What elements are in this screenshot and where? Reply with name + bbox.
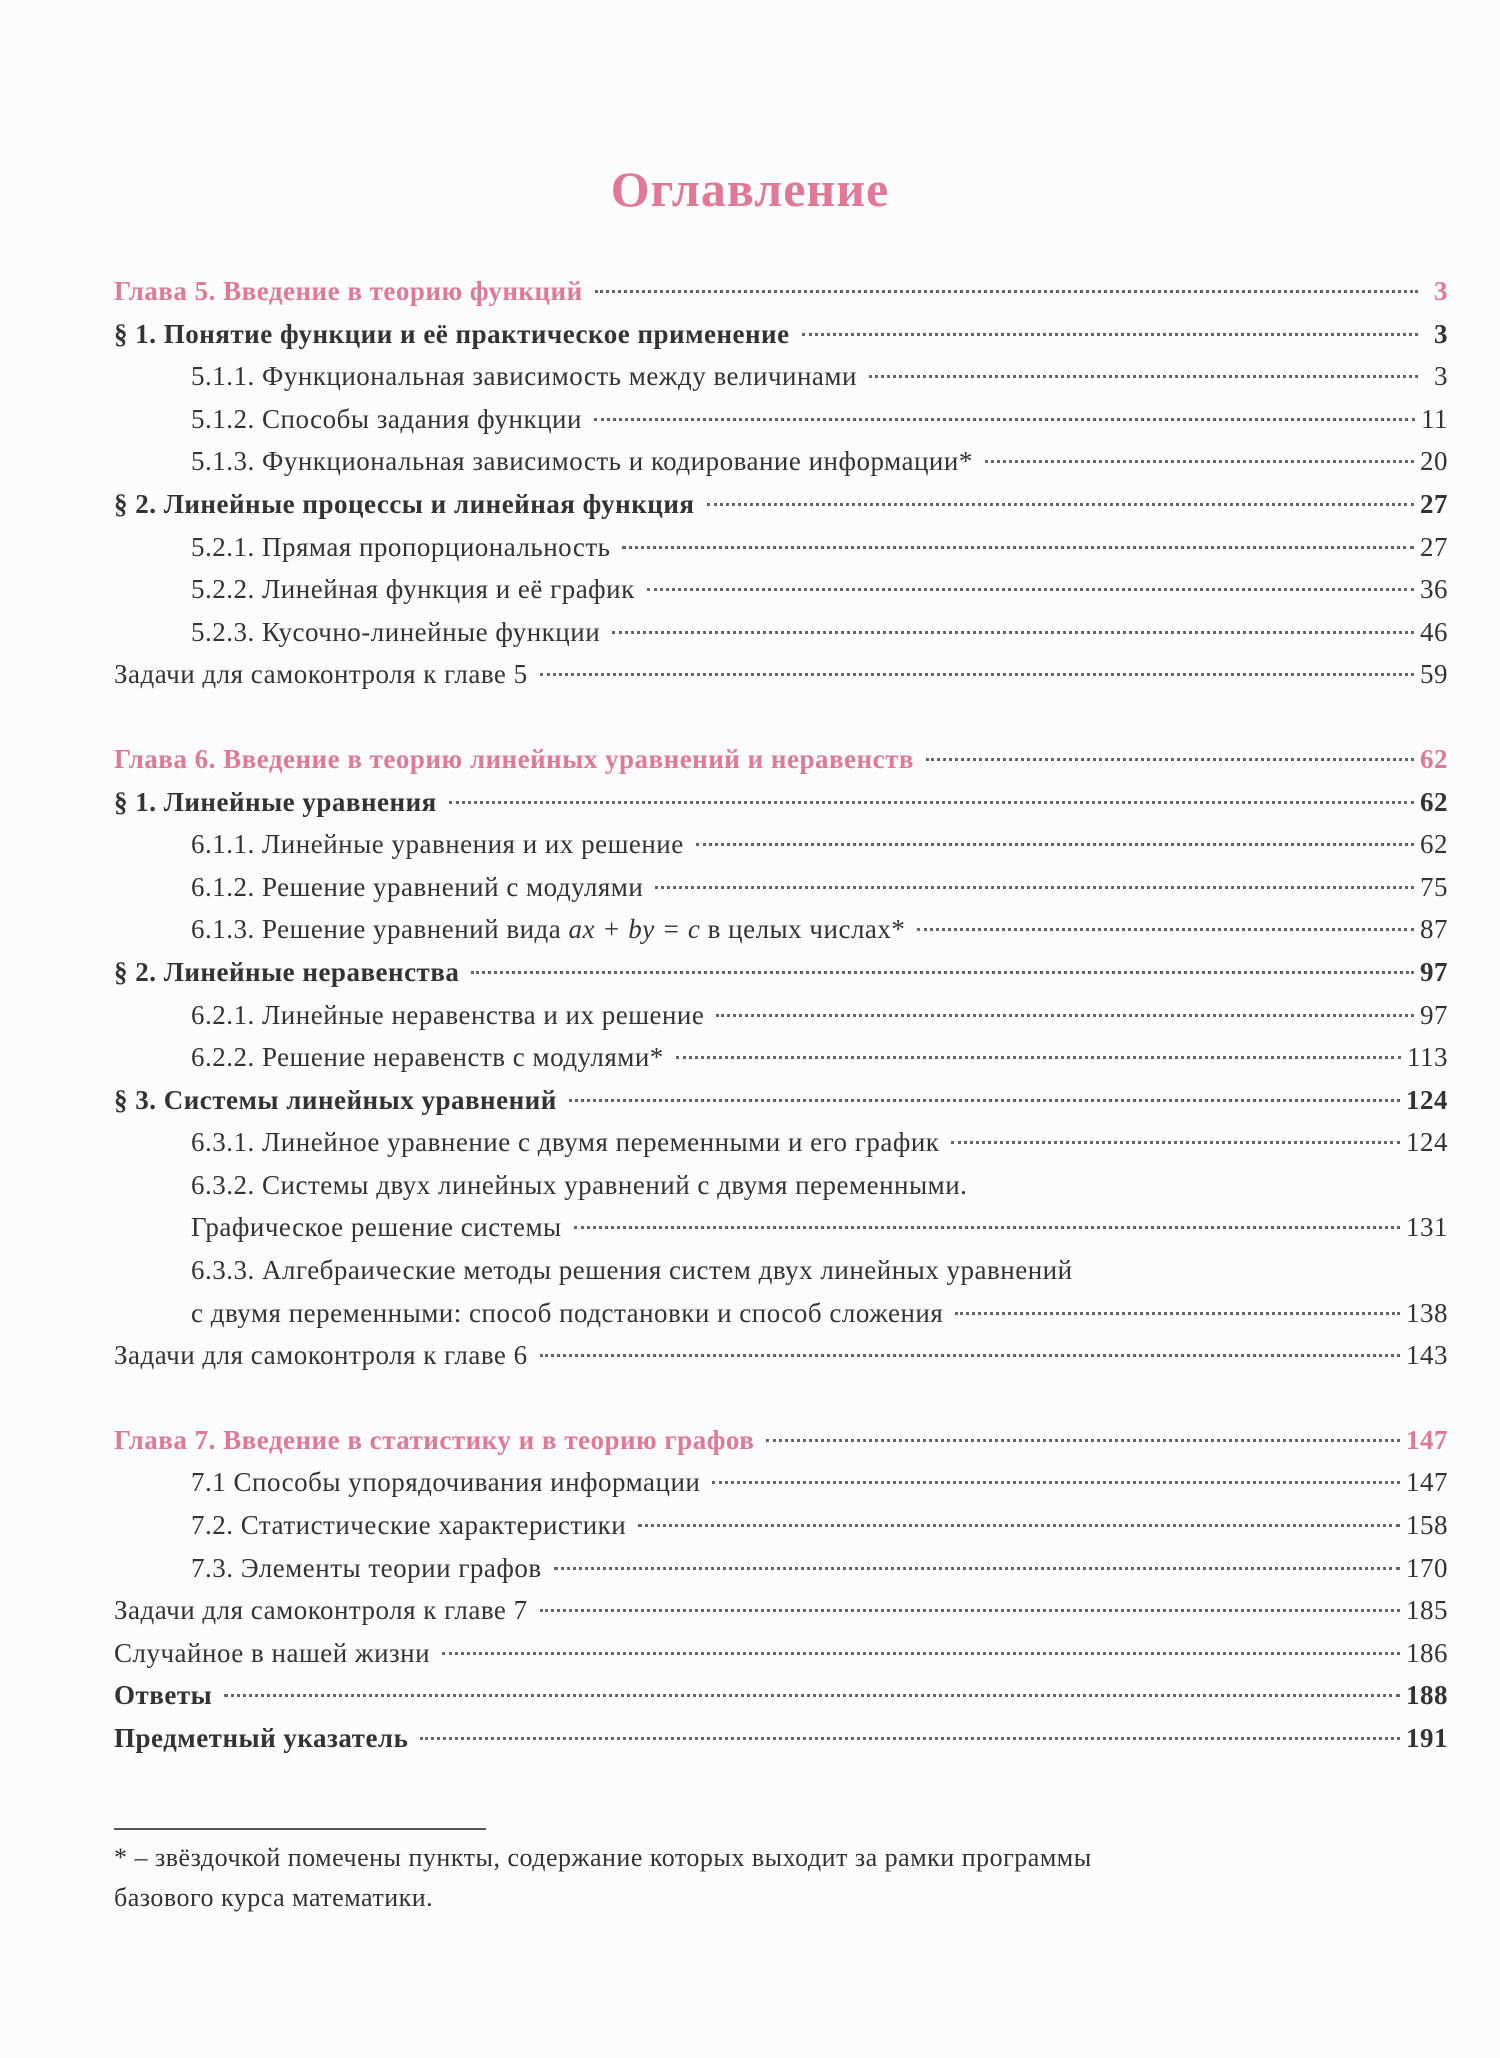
dot-leader bbox=[716, 1014, 1414, 1017]
toc-page-number: 185 bbox=[1406, 1595, 1448, 1626]
toc-section-6-1[interactable] bbox=[114, 781, 1448, 824]
toc-item-6-2-1[interactable] bbox=[114, 994, 1448, 1037]
toc-item-6-3-2-line2[interactable] bbox=[114, 1206, 1448, 1249]
toc-chapter-6[interactable] bbox=[114, 738, 1448, 781]
toc-page-number: 188 bbox=[1406, 1680, 1448, 1711]
dot-leader bbox=[554, 1567, 1400, 1570]
dot-leader bbox=[647, 588, 1414, 591]
toc-item-5-2-3[interactable] bbox=[114, 611, 1448, 654]
toc-item-5-2-1[interactable] bbox=[114, 526, 1448, 569]
toc-page-number: 143 bbox=[1406, 1340, 1448, 1371]
toc-label-post: в целых числах* bbox=[700, 914, 906, 945]
toc-page-number: 158 bbox=[1406, 1510, 1448, 1541]
toc-answers[interactable] bbox=[114, 1674, 1448, 1717]
toc-label: 5.1.3. Функциональная зависимость и кодирование информации* bbox=[191, 446, 973, 477]
toc-page-number: 11 bbox=[1421, 403, 1448, 434]
dot-leader bbox=[594, 418, 1415, 421]
dot-leader bbox=[802, 333, 1418, 336]
toc-item-6-3-3-line1[interactable] bbox=[114, 1249, 1448, 1292]
toc-item-7-2[interactable] bbox=[114, 1504, 1448, 1547]
toc-subject-index[interactable] bbox=[114, 1717, 1448, 1760]
toc-chapter-5[interactable] bbox=[114, 270, 1448, 313]
dot-leader bbox=[420, 1737, 1400, 1740]
dot-leader bbox=[224, 1694, 1400, 1697]
toc-page-number: 138 bbox=[1406, 1297, 1448, 1328]
toc-label: Случайное в нашей жизни bbox=[114, 1637, 431, 1668]
toc-page-number: 170 bbox=[1406, 1552, 1448, 1583]
dot-leader bbox=[638, 1524, 1400, 1527]
table-of-contents bbox=[114, 270, 1448, 1760]
toc-page-number: 62 bbox=[1420, 786, 1448, 817]
toc-label: Задачи для самоконтроля к главе 7 bbox=[114, 1595, 528, 1626]
toc-page-number: 62 bbox=[1420, 829, 1448, 860]
toc-item-5-1-3[interactable] bbox=[114, 440, 1448, 483]
toc-page-number: 124 bbox=[1406, 1127, 1448, 1158]
toc-page-number: 36 bbox=[1420, 574, 1448, 605]
dot-leader bbox=[712, 1481, 1400, 1484]
toc-page-number: 147 bbox=[1406, 1424, 1448, 1455]
toc-label-pre: 6.1.3. Решение уравнений вида bbox=[191, 914, 569, 945]
toc-item-6-1-2[interactable] bbox=[114, 866, 1448, 909]
toc-item-5-2-2[interactable] bbox=[114, 568, 1448, 611]
toc-label: 7.2. Статистические характеристики bbox=[191, 1510, 627, 1541]
dot-leader bbox=[569, 1099, 1400, 1102]
toc-label: 5.2.3. Кусочно-линейные функции bbox=[191, 616, 601, 647]
toc-page-number: 131 bbox=[1406, 1212, 1448, 1243]
toc-page-number: 59 bbox=[1420, 659, 1448, 690]
footnote-line: базового курса математики. bbox=[114, 1883, 434, 1912]
toc-item-6-3-2-line1[interactable] bbox=[114, 1164, 1448, 1207]
toc-page-number: 147 bbox=[1406, 1467, 1448, 1498]
dot-leader bbox=[917, 928, 1414, 931]
toc-label: Задачи для самоконтроля к главе 5 bbox=[114, 659, 528, 690]
toc-label: 6.1.1. Линейные уравнения и их решение bbox=[191, 829, 684, 860]
toc-label: Ответы bbox=[114, 1680, 213, 1711]
toc-tasks-chapter-6[interactable] bbox=[114, 1334, 1448, 1377]
toc-tasks-chapter-5[interactable] bbox=[114, 653, 1448, 696]
dot-leader bbox=[595, 290, 1418, 293]
dot-leader bbox=[707, 503, 1415, 506]
dot-leader bbox=[612, 631, 1414, 634]
toc-label: 5.2.1. Прямая пропорциональность bbox=[191, 531, 611, 562]
toc-label: 6.3.2. Системы двух линейных уравнений с двумя переменными. bbox=[191, 1169, 968, 1200]
dot-leader bbox=[449, 801, 1414, 804]
toc-page-number: 3 bbox=[1434, 361, 1448, 392]
spacer bbox=[114, 1377, 1448, 1419]
toc-item-6-1-1[interactable] bbox=[114, 823, 1448, 866]
page-title: Оглавление bbox=[610, 161, 890, 217]
toc-item-6-1-3[interactable] bbox=[114, 908, 1448, 951]
toc-label: § 2. Линейные неравенства bbox=[114, 956, 460, 987]
dot-leader bbox=[471, 971, 1414, 974]
toc-label: § 1. Линейные уравнения bbox=[114, 786, 437, 817]
dot-leader bbox=[540, 1354, 1400, 1357]
toc-label: 6.3.3. Алгебраические методы решения систем двух линейных уравнений bbox=[191, 1255, 1073, 1286]
dot-leader bbox=[622, 546, 1414, 549]
toc-item-6-3-1[interactable] bbox=[114, 1121, 1448, 1164]
dot-leader bbox=[696, 843, 1414, 846]
toc-page-number: 186 bbox=[1406, 1637, 1448, 1668]
toc-page-number: 97 bbox=[1420, 956, 1448, 987]
toc-label: 5.1.2. Способы задания функции bbox=[191, 403, 582, 434]
toc-page-number: 46 bbox=[1420, 616, 1448, 647]
dot-leader bbox=[676, 1056, 1401, 1059]
toc-label-formula: ax + by = c bbox=[568, 914, 701, 945]
toc-label: § 1. Понятие функции и её практическое применение bbox=[114, 318, 790, 349]
toc-item-7-1[interactable] bbox=[114, 1461, 1448, 1504]
dot-leader bbox=[926, 758, 1414, 761]
toc-page-number: 87 bbox=[1420, 914, 1448, 945]
toc-label: 6.1.2. Решение уравнений с модулями bbox=[191, 871, 644, 902]
toc-label: Предметный указатель bbox=[114, 1723, 409, 1753]
toc-random-in-life[interactable] bbox=[114, 1632, 1448, 1675]
toc-label: Глава 6. Введение в теорию линейных уравнений и неравенств bbox=[114, 743, 914, 774]
toc-chapter-7[interactable] bbox=[114, 1419, 1448, 1462]
toc-page-number: 62 bbox=[1420, 743, 1448, 774]
toc-page-number: 27 bbox=[1420, 488, 1448, 519]
dot-leader bbox=[442, 1652, 1400, 1655]
toc-page-number: 27 bbox=[1420, 531, 1448, 562]
spacer bbox=[114, 696, 1448, 738]
toc-item-6-3-3-line2[interactable] bbox=[114, 1292, 1448, 1335]
toc-label bbox=[191, 908, 905, 951]
dot-leader bbox=[574, 1226, 1400, 1229]
toc-label: 6.2.1. Линейные неравенства и их решение bbox=[191, 999, 705, 1030]
toc-label: 7.1 Способы упорядочивания информации bbox=[191, 1467, 701, 1498]
toc-item-5-1-1[interactable] bbox=[114, 355, 1448, 398]
footnote-line: * – звёздочкой помечены пункты, содержание которых выходит за рамки программы bbox=[114, 1843, 1092, 1872]
footnote bbox=[114, 1838, 1448, 1918]
toc-section-6-2[interactable] bbox=[114, 951, 1448, 994]
toc-page-number: 3 bbox=[1434, 276, 1448, 306]
dot-leader bbox=[655, 886, 1414, 889]
toc-label: Графическое решение системы bbox=[191, 1212, 562, 1243]
toc-section-5-1[interactable] bbox=[114, 313, 1448, 356]
dot-leader bbox=[955, 1312, 1400, 1315]
toc-tasks-chapter-7[interactable] bbox=[114, 1589, 1448, 1632]
dot-leader bbox=[985, 460, 1414, 463]
toc-label: Задачи для самоконтроля к главе 6 bbox=[114, 1340, 528, 1371]
toc-page-number: 3 bbox=[1434, 318, 1448, 349]
toc-label: с двумя переменными: способ подстановки и способ сложения bbox=[191, 1297, 944, 1328]
toc-section-5-2[interactable] bbox=[114, 483, 1448, 526]
dot-leader bbox=[766, 1439, 1400, 1442]
toc-item-7-3[interactable] bbox=[114, 1547, 1448, 1590]
toc-label: 6.3.1. Линейное уравнение с двумя переменными и его график bbox=[191, 1127, 940, 1158]
toc-label: 7.3. Элементы теории графов bbox=[191, 1552, 542, 1583]
dot-leader bbox=[540, 1609, 1400, 1612]
toc-page-number: 124 bbox=[1406, 1084, 1448, 1115]
toc-page-number: 75 bbox=[1420, 871, 1448, 902]
footnote-divider bbox=[114, 1828, 486, 1830]
toc-label: Глава 7. Введение в статистику и в теорию графов bbox=[114, 1424, 755, 1455]
toc-section-6-3[interactable] bbox=[114, 1079, 1448, 1122]
dot-leader bbox=[869, 375, 1418, 378]
toc-page-number: 113 bbox=[1407, 1042, 1448, 1073]
dot-leader bbox=[951, 1141, 1400, 1144]
toc-page-number: 97 bbox=[1420, 999, 1448, 1030]
toc-label: Глава 5. Введение в теорию функций bbox=[114, 276, 583, 306]
toc-page-number: 191 bbox=[1406, 1723, 1448, 1753]
toc-item-6-2-2[interactable] bbox=[114, 1036, 1448, 1079]
toc-page-number: 20 bbox=[1420, 446, 1448, 477]
toc-label: § 2. Линейные процессы и линейная функция bbox=[114, 488, 695, 519]
toc-label: 6.2.2. Решение неравенств с модулями* bbox=[191, 1042, 664, 1073]
toc-label: 5.1.1. Функциональная зависимость между величинами bbox=[191, 361, 857, 392]
toc-item-5-1-2[interactable] bbox=[114, 398, 1448, 441]
dot-leader bbox=[540, 673, 1414, 676]
toc-label: § 3. Системы линейных уравнений bbox=[114, 1084, 557, 1115]
toc-label: 5.2.2. Линейная функция и её график bbox=[191, 574, 635, 605]
